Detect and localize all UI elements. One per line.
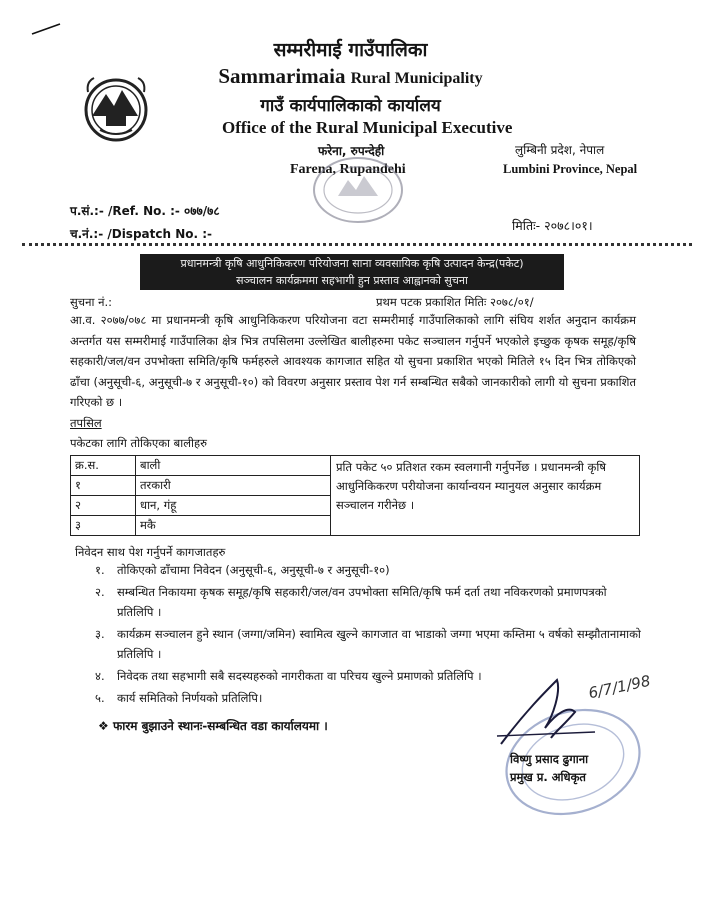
list-item-number: २. <box>95 585 105 599</box>
office-name-nepali: गाउँ कार्यपालिकाको कार्यालय <box>260 96 441 116</box>
list-item <box>95 560 641 580</box>
address-left-english: Farena, Rupandehi <box>290 162 406 177</box>
signatory-title: प्रमुख प्र. अधिकृत <box>510 770 586 784</box>
header-divider <box>22 243 692 246</box>
details-heading: तपसिल <box>70 416 102 430</box>
table-cell-serial: ३ <box>71 516 136 536</box>
letter-date: मितिः- २०७८।०१। <box>512 218 593 233</box>
municipality-name-english <box>0 64 701 89</box>
list-item-number: ५. <box>95 691 105 705</box>
list-item-text: कार्य समितिको निर्णयको प्रतिलिपि। <box>117 691 263 705</box>
signatory-name: विष्णु प्रसाद ढुगाना <box>510 752 589 766</box>
municipality-name-english-main: Sammarimaia <box>218 64 346 88</box>
address-right-english: Lumbini Province, Nepal <box>503 162 638 176</box>
first-published-date: प्रथम पटक प्रकाशित मितिः २०७८/०१/ <box>376 295 534 309</box>
table-header-row <box>71 456 640 476</box>
table-cell-crop: मकै <box>136 516 331 536</box>
list-item-number: ४. <box>95 669 105 683</box>
list-item-text: तोकिएको ढाँचामा निवेदन (अनुसूची-६, अनुसूची-७ र अनुसूची-१०) <box>117 563 390 577</box>
list-item-number: ३. <box>95 627 105 641</box>
office-stamp-icon <box>308 152 408 228</box>
table-cell-crop: धान, गंहू <box>136 496 331 516</box>
list-item <box>95 624 641 664</box>
list-item-text: निवेदक तथा सहभागी सबै सदस्यहरुको नागरीकता वा परिचय खुल्ने प्रमाणको प्रतिलिपि । <box>117 669 482 683</box>
corner-dash-mark <box>30 22 62 36</box>
required-documents-title: निवेदन साथ पेश गर्नुपर्ने कागजातहरु <box>75 545 226 559</box>
list-item-text: कार्यक्रम सञ्चालन हुने स्थान (जग्गा/जमिन) स्वामित्व खुल्ने कागजात वा भाडाको जग्गा भएमा कम्तिमा ५ वर्षको सम्झौतानामाको प्रतिलिपि । <box>117 627 641 661</box>
reference-number: प.सं.:- /Ref. No. :- ०७७/७८ <box>70 204 220 218</box>
crops-note: प्रति पकेट ५० प्रतिशत रकम स्वलगानी गर्नुपर्नेछ । प्रधानमन्त्री कृषि आधुनिकिकरण परीयोजना कार्यान्वयन म्यानुयल अनुसार कार्यक्रम सञ्चालन गरीनेछ । <box>331 456 640 536</box>
crops-table <box>70 455 640 536</box>
dispatch-number: च.नं.:- /Dispatch No. :- <box>70 227 213 241</box>
form-submission-place <box>98 717 328 734</box>
notice-title-banner <box>140 254 564 290</box>
table-cell-serial: २ <box>71 496 136 516</box>
list-item-number: १. <box>95 563 105 577</box>
handwritten-date: 6/7/1/98 <box>586 671 653 703</box>
address-right-nepali: लुम्बिनी प्रदेश, नेपाल <box>515 143 605 157</box>
list-item-text: सम्बन्धित निकायमा कृषक समूह/कृषि सहकारी/जल/वन उपभोक्ता समिति/कृषि फर्म दर्ता तथा नविकरणको प्रमाणपत्रको प्रतिलिपि । <box>117 585 607 619</box>
municipality-name-english-suffix: Rural Municipality <box>350 70 483 87</box>
municipality-name-nepali: सम्मरीमाई गाउँपालिका <box>273 39 428 61</box>
address-left-nepali: फरेना, रुपन्देही <box>318 144 385 158</box>
crops-list-title: पकेटका लागि तोकिएका बालीहरु <box>70 436 207 450</box>
notice-body-paragraph: आ.व. २०७७/०७८ मा प्रधानमन्त्री कृषि आधुनिकिकरण परियोजना वटा सम्मरीमाई गाउँपालिकाको लागि संघिय शर्शत अनुदान कार्यक्रम अन्तर्गत यस सम्मरीमाई गाउँपालिका क्षेत्र भित्र तपसिलमा उल्लेखित बालीहरुमा पकेट सञ्चालन गर्नुपर्ने भएकोले इच्छुक कृषक समूह/कृषि सहकारी/जल/वन उपभोक्ता समिति/कृषि फर्महरुले आवश्यक कागजात सहित यो सुचना प्रकाशित भएको मितिले १५ दिन भित्र तोकिएको ढाँचा (अनुसूची-६, अनुसूची-७ र अनुसूची-१०) को विवरण अनुसार प्रस्ताव पेश गर्न सम्बन्धित सबैको जानकारीको लागी यो सुचना प्रकाशित गरिएको छ । <box>70 313 636 409</box>
diamond-bullet-icon: ❖ <box>98 719 109 733</box>
table-cell-crop: तरकारी <box>136 476 331 496</box>
notice-title-line1: प्रधानमन्त्री कृषि आधुनिकिकरण परियोजना साना व्यवसायिक कृषि उत्पादन केन्द्र(पकेट) <box>180 257 524 270</box>
table-header-serial: क्र.स. <box>71 456 136 476</box>
notice-number-label: सुचना नं.: <box>70 295 113 309</box>
office-name-english: Office of the Rural Municipal Executive <box>222 118 513 137</box>
list-item <box>95 582 641 622</box>
notice-title-line2: सञ्चालन कार्यक्रममा सहभागी हुन प्रस्ताव आह्वानको सुचना <box>236 274 468 287</box>
form-submission-text: फारम बुझाउने स्थानः-सम्बन्धित वडा कार्यालयमा । <box>112 719 328 733</box>
table-cell-serial: १ <box>71 476 136 496</box>
table-header-crop: बाली <box>136 456 331 476</box>
